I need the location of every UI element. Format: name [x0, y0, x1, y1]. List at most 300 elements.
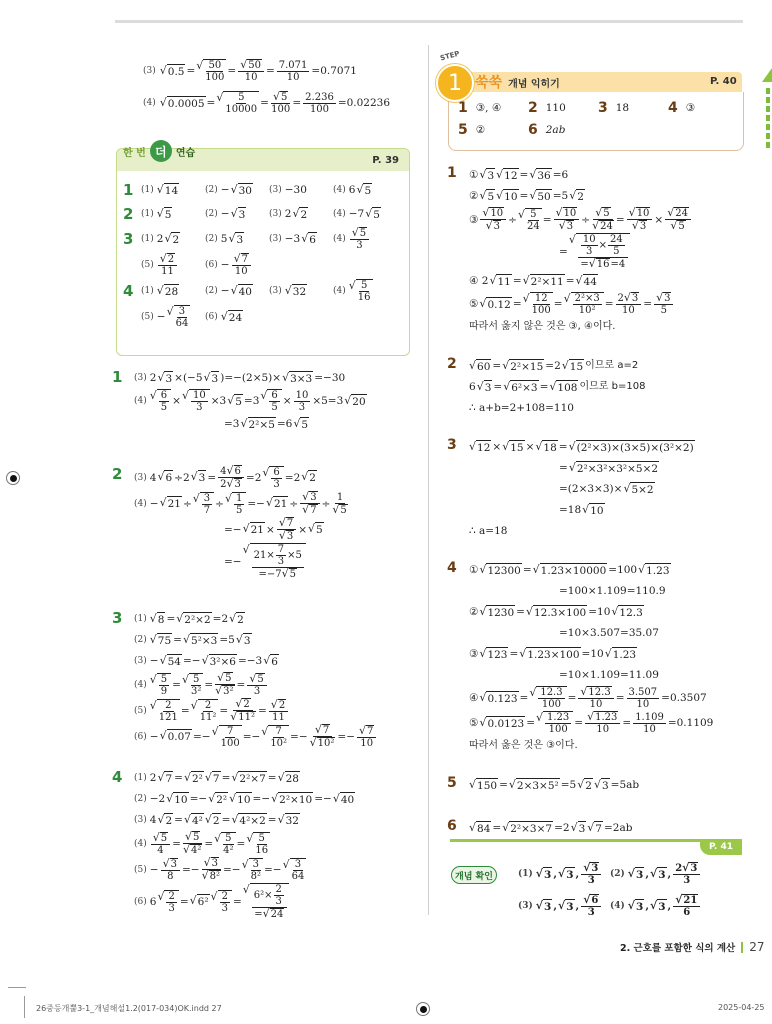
- radical: √ 8²: [201, 869, 220, 882]
- solution-line: [469, 458, 695, 478]
- radical: √ 2: [235, 697, 250, 710]
- radical: √ 7: [278, 516, 294, 529]
- radical: √ 5: [272, 90, 288, 103]
- radical: √ $\frac{50}{100}$: [196, 59, 225, 83]
- answer-item: (2) − √ 30: [205, 182, 252, 197]
- math-expression: =3 √ 2²×5 =6 √ 5: [224, 416, 309, 431]
- math-expression: 2 √ 2: [284, 206, 308, 221]
- radical: √ $\frac{3}{64}$: [166, 305, 189, 329]
- fraction: √ 2 11: [158, 253, 177, 277]
- math-expression: − √ 21 ÷ √ $\frac{3}{7}$ ÷ √ $\frac{1}{5}$ =− √ 21 ÷ √ 3 √ 7 ÷ 1 √ 5: [149, 490, 347, 516]
- math-expression: ② √ 1230 = √ 12.3×100 =10 √ 12.3: [469, 604, 643, 619]
- answer-item: (2) − √ 3: [205, 206, 246, 221]
- fraction: [592, 207, 614, 232]
- math-expression: ④ √ 0.123 = √ $\frac{12.3}{100}$ = √ 12.3 10 = $\frac{3.507}{10}$ =0.3507: [469, 685, 707, 710]
- math-expression: 6 √ 3 = √ 6²×3 = √ 108 이므로 b=108: [469, 379, 646, 394]
- problem-number: 4: [447, 560, 457, 576]
- radical: √ 150: [469, 777, 498, 792]
- fraction: $\frac{5}{16}$: [255, 832, 269, 856]
- math-expression: 4 √ 2 = √ 4² √ 2 = √ 4²×2 = √ 32: [149, 812, 299, 827]
- answer-item: (4) 6 √ 5: [333, 182, 372, 197]
- solution-line: [469, 775, 639, 795]
- solution-block: [112, 465, 412, 581]
- radical: √ 10²: [309, 736, 335, 749]
- math-expression: 6 √ $\frac{2}{3}$ = √ 6² √ $\frac{2}{3}$ = √ 6²× $\frac{2}{3}$ = √ 24: [150, 883, 289, 920]
- answer-row: [123, 227, 403, 251]
- solution-line: [469, 602, 713, 622]
- fraction: [665, 207, 691, 232]
- radical: √ 18: [535, 439, 557, 454]
- radical: √ $\frac{12}{100}$: [522, 292, 551, 316]
- radical: √ 3: [190, 470, 206, 484]
- radical: √ 12: [469, 439, 491, 454]
- solution-line: [469, 377, 645, 397]
- radical: √ 6²× $\frac{2}{3}$ = √ 24: [243, 883, 289, 920]
- fraction: √ 6 3: [581, 894, 601, 918]
- answer-item: (6) − √ 7 10: [205, 253, 269, 277]
- fraction: $\frac{5}{16}$: [357, 280, 371, 303]
- radical: √ 7: [359, 723, 374, 737]
- radical: √ 24: [667, 206, 688, 219]
- radical: √ 3: [278, 529, 294, 542]
- math-expression: =100×1.109=110.9: [559, 585, 666, 597]
- radical: √ 50: [240, 58, 261, 71]
- title-left: 한 번: [123, 147, 146, 159]
- fraction: [230, 698, 256, 723]
- radical: √ 44: [575, 273, 597, 288]
- radical: √ 2²×15: [502, 358, 544, 373]
- solution-line: (5) − √ 3 8 =− √ 3 √ 8² =− √ $\frac{3}{\text{8²}}$ =− √ $\frac{3}{64}$: [134, 856, 305, 882]
- radical: √ $\frac{5}{9}$: [150, 673, 171, 697]
- math-expression: √ 75 = √ 5²×3 =5 √ 3: [149, 632, 251, 647]
- math-expression: 2 √ 7 = √ 2² √ 7 = √ 2²×7 = √ 28: [149, 770, 299, 785]
- fraction: $\frac{7.071}{10}$: [278, 59, 308, 83]
- right-solutions: [447, 165, 747, 859]
- radical: √ 5: [184, 830, 200, 843]
- answer-item: (4) −7 √ 5: [333, 206, 380, 221]
- solution-line: (2) √ 75 = √ 5²×3 =5 √ 3: [134, 632, 251, 647]
- page-ref: P. 39: [372, 155, 399, 166]
- fraction: $\frac{7}{100}$: [220, 725, 240, 749]
- answer-item: 5 ②: [458, 122, 486, 138]
- radical: √ 10: [628, 206, 650, 219]
- fraction: $\frac{2.236}{100}$: [305, 91, 334, 115]
- solution-line: [469, 623, 713, 643]
- radical: √ 2: [159, 252, 175, 265]
- radical: √ 4²×2: [231, 812, 266, 827]
- radical: √ 21: [265, 496, 288, 510]
- fraction: $\frac{10}{3}$: [192, 390, 206, 413]
- radical: √ 0.0005: [159, 95, 205, 110]
- solution-line: [469, 233, 692, 270]
- fraction: √ 3 8: [161, 858, 180, 882]
- radical: √ $\frac{2}{3}$: [157, 890, 178, 914]
- problem-number: 2: [447, 356, 457, 372]
- math-expression: − √ $\frac{3}{64}$: [156, 305, 189, 329]
- math-expression: [285, 284, 307, 299]
- fraction: $\frac{12.3}{100}$: [540, 687, 563, 710]
- column-divider: [428, 45, 429, 915]
- radical: √ 5: [595, 206, 610, 219]
- solution-line: [469, 818, 632, 838]
- solution-line: [469, 736, 713, 756]
- answer-row: [123, 253, 403, 277]
- fraction: √ 21 6: [673, 894, 700, 918]
- problem-number: 4: [112, 768, 123, 786]
- radical: √ 0.0123: [479, 715, 525, 730]
- radical: √ 2: [157, 812, 173, 827]
- radical: √ 84: [469, 820, 491, 835]
- math-expression: =10×1.109=11.09: [559, 669, 659, 681]
- radical: √ 21: [242, 522, 264, 536]
- radical: √ 10: [582, 502, 604, 517]
- solution-line: (4) √ $\frac{5}{9}$ = √ $\frac{5}{\text{3²}}$ = √ 5 √ 3² = √ 5 3: [134, 672, 377, 697]
- radical: √ 24: [592, 219, 613, 232]
- math-expression: 2 √ 2: [156, 231, 180, 246]
- radical: √ $\frac{5}{\text{3²}}$: [181, 672, 202, 697]
- fraction: [183, 831, 202, 856]
- radical: √ 6: [157, 470, 173, 484]
- math-expression: √ 150 = √ 2×3×5² =5 √ 2 √ 3 =5ab: [469, 777, 640, 792]
- concept-check-item: (2) √ 3 , √ 3 , 2 √ 3 3: [610, 862, 730, 886]
- solution-line: [469, 437, 695, 457]
- math-expression: ② √ 5 √ 10 = √ 50 =5 √ 2: [469, 188, 584, 203]
- answer-item: 1 ③, ④: [458, 100, 502, 116]
- fraction: $\frac{5}{10000}$: [225, 92, 258, 115]
- math-expression: [157, 183, 179, 198]
- radical: √ 1.23×100: [519, 646, 580, 661]
- radical: √ 50: [529, 188, 551, 203]
- radical: √ 7: [157, 770, 173, 785]
- radical: √ 3: [649, 898, 666, 913]
- radical: √ 1.23×10000: [532, 562, 607, 577]
- radical: √ 3²×6: [201, 653, 236, 668]
- answer-row: [123, 305, 403, 329]
- radical: √ 2: [301, 470, 316, 484]
- fraction: $\frac{10}{3}$: [582, 234, 596, 257]
- step-number-badge: 1: [436, 64, 474, 102]
- left-solutions: [112, 368, 412, 941]
- radical: √ 2²×3×7: [502, 820, 553, 835]
- fraction: 6²× $\frac{2}{3}$ = √ 24: [252, 884, 287, 920]
- math-expression: √ 3 , √ 3 , 2 √ 3 3: [628, 862, 702, 886]
- radical: √ 3: [682, 861, 698, 874]
- fraction: √ 5 4: [151, 832, 170, 856]
- problem-number: 6: [447, 818, 457, 834]
- radical: √ $\frac{7}{\text{10²}}$: [261, 724, 288, 749]
- radical: √ 3: [570, 820, 586, 835]
- math-expression: √ $\frac{5}{9}$ = √ $\frac{5}{\text{3²}}$ = √ 5 √ 3² = √ 5 3: [150, 672, 268, 697]
- math-expression: =10×3.507=35.07: [559, 627, 659, 639]
- solution-line: [469, 165, 692, 185]
- solution-line: (3) 2 √ 3 ×(−5 √ 3 )=−(2×5)× √ 3×3 =−30: [134, 370, 346, 385]
- radical: √ 2²×7: [231, 770, 266, 785]
- radical: √ 5: [227, 393, 242, 408]
- radical: √ 7: [587, 820, 602, 835]
- math-expression: ⑤ √ 0.0123 = √ $\frac{1.23}{100}$ = √ 1.23 10 = $\frac{1.109}{10}$ =0.1109: [469, 710, 714, 735]
- radical: √ 2²×3²×3²×5×2: [568, 460, 659, 475]
- step-title-text: 개념 익히기: [508, 78, 560, 90]
- fraction: [300, 491, 319, 516]
- radical: √ 21: [159, 496, 181, 510]
- radical: √ 10: [482, 206, 504, 219]
- math-expression: −3 √ 6: [284, 231, 316, 246]
- math-expression: √ 0.0005 = √ $\frac{5}{10000}$ = √ 5 100 = $\frac{2.236}{100}$ =0.02236: [159, 90, 391, 115]
- solution-line: (2) −2 √ 10 =− √ 2² √ 10 =− √ 2²×10 =− √ 40: [134, 791, 355, 806]
- problem-number: 3: [123, 230, 134, 248]
- radical: √ 6²×3: [503, 379, 538, 394]
- fraction: $\frac{2}{3}$: [221, 890, 228, 914]
- solution-block: [447, 818, 747, 839]
- concept-check-item: (1) √ 3 , √ 3 , √ 3 3: [518, 862, 610, 886]
- radical: √ 123: [479, 646, 508, 661]
- radical: √ 3: [203, 856, 218, 869]
- concept-check-item: (3) √ 3 , √ 3 , √ 6 3: [518, 894, 610, 918]
- math-expression: − √ 7 10: [221, 253, 252, 277]
- radical: √ 10: [555, 206, 577, 219]
- answer-row: [123, 279, 403, 303]
- math-expression: ③ √ 123 = √ 1.23×100 =10 √ 1.23: [469, 646, 637, 661]
- math-expression: [157, 253, 178, 277]
- radical: √ 5: [351, 226, 367, 239]
- radical: √ 2²×10: [271, 791, 313, 806]
- math-expression: = √ $\frac{10}{3}$ × $\frac{24}{5}$ = √ 16 =4: [559, 233, 630, 270]
- fraction: $\frac{5}{24}$: [527, 208, 540, 232]
- fraction: √ 5 3: [247, 673, 266, 697]
- radical: √ 2²: [208, 791, 228, 806]
- radical: √ 2²×11: [522, 273, 564, 288]
- fraction: $\frac{5}{\text{3²}}$: [190, 673, 202, 697]
- math-expression: 2 √ 3 ×(−5 √ 3 )=−(2×5)× √ 3×3 =−30: [149, 370, 346, 385]
- radical: √ 20: [344, 393, 366, 408]
- math-expression: 6 √ 5: [348, 182, 372, 197]
- solution-line: [469, 500, 695, 520]
- radical: √ 7: [302, 503, 317, 516]
- intro-block: [143, 58, 390, 116]
- radical: √ $\frac{1.23}{100}$: [536, 711, 573, 735]
- math-expression: −2 √ 10 =− √ 2² √ 10 =− √ 2²×10 =− √ 40: [149, 791, 355, 806]
- radical: √ 0.12: [479, 296, 511, 311]
- radical: √ (2²×3)×(3×5)×(3²×2): [568, 439, 694, 454]
- problem-number: 4: [123, 282, 134, 300]
- fraction: 21× $\frac{7}{3}$ ×5 =−7 √ 5: [253, 544, 302, 580]
- fraction: $\frac{7}{3}$: [277, 544, 285, 567]
- radical: √ 5: [670, 219, 685, 232]
- math-expression: =− √ 21× $\frac{7}{3}$ ×5 =−7 √ 5: [224, 543, 306, 580]
- radical: √ 6: [263, 653, 278, 668]
- solution-line: [469, 356, 645, 376]
- top-rule: [115, 20, 743, 23]
- answer-item: (3) 2 √ 2: [269, 206, 308, 221]
- answer-row: [123, 179, 403, 201]
- math-expression: √ 3 , √ 3 , √ 21 6: [628, 894, 702, 918]
- math-expression: √ 8 = √ 2²×2 =2 √ 2: [149, 611, 244, 626]
- radical: √ 11²: [230, 710, 255, 723]
- math-expression: √ $\frac{6}{5}$ × √ $\frac{10}{3}$ ×3 √ 5 =3 √ $\frac{6}{5}$ × $\frac{10}{3}$ ×5=3 √ 20: [149, 389, 366, 413]
- answer-item: (5) − √ $\frac{3}{64}$: [141, 305, 189, 329]
- page-number: 27: [749, 940, 765, 954]
- radical: √ $\frac{6}{3}$: [262, 466, 283, 490]
- radical: √ 6: [226, 464, 241, 477]
- section-rule: [450, 839, 742, 842]
- math-expression: − √ 3 8 =− √ 3 √ 8² =− √ $\frac{3}{\text{8²}}$ =− √ $\frac{3}{64}$: [149, 856, 305, 882]
- answer-item: 4 ③: [668, 100, 696, 116]
- radical: √ $\frac{5}{24}$: [517, 207, 540, 232]
- fraction: 4 √ 6 2 √ 3: [218, 465, 244, 490]
- fraction: √ 50 10: [238, 59, 264, 83]
- math-expression: ④ 2 √ 11 = √ 2²×11 = √ 44: [469, 273, 597, 288]
- fraction: $\frac{\text{2²×3}}{\text{10²}}$: [574, 293, 600, 316]
- solution-line: [469, 271, 692, 291]
- solution-line: (4) − √ 21 ÷ √ $\frac{3}{7}$ ÷ √ $\frac{1}{5}$ =− √ 21 ÷ √ 3 √ 7 ÷ 1 √ 5: [134, 490, 347, 516]
- fraction: $\frac{5}{9}$: [160, 673, 168, 697]
- solution-line: [469, 521, 695, 541]
- fraction: √ 5 3: [350, 227, 369, 251]
- radical: √ 3: [558, 219, 574, 232]
- radical: √ 2²×5: [240, 416, 275, 431]
- radical: √ 2²×2: [176, 611, 211, 626]
- radical: √ $\frac{2}{3}$: [211, 890, 232, 914]
- radical: √ 10: [166, 791, 188, 806]
- solution-line: [469, 398, 645, 418]
- answer-item: (5) √ 2 11: [141, 253, 205, 277]
- radical: √ 3×3: [282, 370, 313, 385]
- solution-line: [469, 581, 713, 601]
- radical: √ 3: [593, 777, 609, 792]
- radical: √ $\frac{3}{\text{8²}}$: [241, 857, 261, 882]
- math-expression: [349, 227, 370, 251]
- radical: √ 3: [535, 866, 552, 881]
- math-expression: ③ √ 10 √ 3 ÷ √ $\frac{5}{24}$ = √ 10 √ 3 ÷ √ 5 √ 24 = √ 10 √ 3 × √ 24 √ 5: [469, 207, 692, 232]
- fraction: $\frac{10}{3}$: [295, 389, 309, 413]
- radical: √ 60: [469, 358, 491, 373]
- fraction: [554, 207, 580, 232]
- radical: √ $\frac{12.3}{100}$: [529, 686, 566, 710]
- solution-block: [447, 775, 747, 796]
- answer-item: (3) −3 √ 6: [269, 231, 316, 246]
- math-expression: = √ 2²×3²×3²×5×2: [559, 460, 659, 475]
- radical: √ 3: [476, 379, 492, 394]
- answer-row: [123, 203, 403, 225]
- answer-item: 3 18: [598, 100, 630, 116]
- math-expression: √ 5 4 = √ 5 √ 4² = √ $\frac{5}{\text{4²}}$ = √ $\frac{5}{16}$: [152, 830, 269, 856]
- concept-check-pill: 개념 확인: [451, 866, 497, 884]
- radical: √ 32: [284, 283, 307, 298]
- radical: √ 6²: [189, 894, 209, 908]
- radical: √ 3: [230, 206, 246, 221]
- fraction: $\frac{24}{5}$: [609, 234, 623, 257]
- math-expression: ∴ a=18: [469, 525, 508, 537]
- concept-check-item: (4) √ 3 , √ 3 , √ 21 6: [610, 894, 730, 918]
- answer-item: (2) 5 √ 3: [205, 231, 244, 246]
- fraction: $\frac{2}{3}$: [168, 890, 175, 914]
- radical: √ $\frac{5}{10000}$: [216, 91, 258, 115]
- answer-item: (3) −30: [269, 184, 307, 196]
- radical: √ 3: [557, 898, 574, 913]
- math-expression: ⑤ √ 0.12 = √ $\frac{12}{100}$ = √ $\frac{\text{2²×3}}{\text{10²}}$ = 2 √ 3 10 = √ 3 5: [469, 292, 674, 316]
- file-name: 26중등개뿔3-1_개념해설1.2(017-034)OK.indd 27: [36, 1004, 222, 1013]
- fraction: $\frac{3.507}{10}$: [628, 686, 658, 710]
- fraction: [480, 207, 506, 232]
- radical: √ 7: [233, 252, 248, 265]
- fraction: 2 √ 3 10: [616, 292, 642, 316]
- radical: √ $\frac{1}{5}$: [225, 492, 246, 516]
- practice-box: [116, 144, 410, 356]
- radical: √ 21: [675, 893, 698, 906]
- radical: √ 3: [226, 477, 241, 490]
- solution-block: [447, 437, 747, 542]
- fraction: $\frac{12}{100}$: [531, 293, 551, 316]
- radical: √ 10: [496, 188, 518, 203]
- divider: [741, 942, 743, 953]
- problem-number: 2: [112, 465, 123, 483]
- math-expression: √ 12 × √ 15 × √ 18 = √ (2²×3)×(3×5)×(3²×2): [469, 439, 694, 454]
- radical: √ 3: [627, 898, 644, 913]
- radical: √ 2: [569, 188, 584, 203]
- solution-line: (4) √ 5 4 = √ 5 √ 4² = √ $\frac{5}{\text{4²}}$ = √ $\frac{5}{16}$: [134, 830, 269, 856]
- solution-line: (5) √ $\frac{2}{121}$ = √ $\frac{2}{\text{11²}}$ = √ 2 √ 11² = √ 2 11: [134, 698, 377, 723]
- math-expression: ① √ 12300 = √ 1.23×10000 =100 √ 1.23: [469, 562, 670, 577]
- radical: √ 3: [631, 219, 647, 232]
- solution-line: [134, 517, 349, 542]
- fraction: $\frac{6}{5}$: [160, 390, 168, 413]
- practice-title: [123, 140, 195, 162]
- radical: √ 30: [230, 182, 252, 197]
- solution-line: [469, 644, 713, 664]
- radical: √ 5: [332, 502, 347, 516]
- radical: √ 5: [156, 206, 172, 221]
- solution-line: [134, 414, 367, 434]
- radical: √ 3: [535, 898, 552, 913]
- radical: √ 12.3: [580, 685, 611, 698]
- fraction: √ 1.23 10: [585, 711, 620, 735]
- radical: √ $\frac{6}{5}$: [150, 389, 171, 413]
- solution-line: (6) − √ 0.07 =− √ $\frac{7}{100}$ =− √ $\frac{7}{\text{10²}}$ =− √ 7 √ 10² =− √ 7 10: [134, 724, 377, 749]
- math-expression: [157, 284, 179, 299]
- concept-check-items: [518, 862, 748, 918]
- radical: √ 75: [149, 632, 172, 647]
- radical: √ 5: [217, 671, 232, 684]
- math-expression: ① √ 3 √ 12 = √ 36 =6: [469, 167, 569, 182]
- radical: √ 5: [152, 830, 168, 844]
- solution-block: [447, 165, 747, 338]
- radical: √ 6: [583, 893, 599, 906]
- fraction: $\frac{6}{5}$: [271, 390, 278, 413]
- solution-block: [112, 768, 412, 921]
- radical: √ 40: [230, 283, 252, 298]
- problem-number: 5: [447, 775, 457, 791]
- fraction: $\frac{3}{64}$: [291, 858, 305, 882]
- answer-item: (1) √ 14: [141, 182, 179, 197]
- math-expression: √ 3 , √ 3 , √ 6 3: [536, 894, 603, 918]
- radical: √ 3: [157, 370, 173, 385]
- fraction: $\frac{1.23}{100}$: [547, 712, 570, 735]
- answer-item: (1) 2 √ 2: [141, 231, 180, 246]
- radical: √ 2²: [183, 770, 203, 785]
- fraction: $\frac{7}{\text{10²}}$: [270, 725, 288, 749]
- solution-line: (3) − √ 54 =− √ 3²×6 =−3 √ 6: [134, 653, 278, 668]
- math-expression: − √ 54 =− √ 3²×6 =−3 √ 6: [149, 653, 278, 668]
- answer-item: (3) √ 32: [269, 283, 307, 298]
- side-tab: [762, 68, 772, 158]
- radical: √ 32: [277, 812, 299, 827]
- radical: √ 28: [156, 283, 179, 298]
- math-expression: 5 √ 3: [220, 231, 244, 246]
- registration-mark-icon: [6, 471, 20, 485]
- math-expression: √ $\frac{2}{121}$ = √ $\frac{2}{\text{11²}}$ = √ 2 √ 11² = √ 2 11: [150, 698, 289, 723]
- radical: √ 1.23: [604, 646, 637, 661]
- radical: √ 3²: [215, 684, 234, 697]
